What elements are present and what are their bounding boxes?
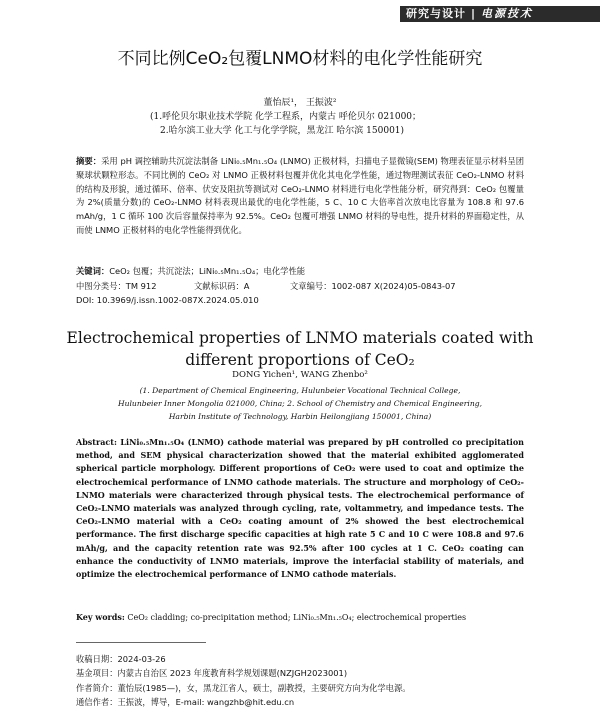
affiliation-en-line-3: Harbin Institute of Technology, Harbin Heilongjiang 150001, China) [168,412,432,421]
keywords-en-label: Key words: [76,612,125,622]
authors-cn: 董怡辰¹， 王振波² [263,98,337,108]
funding: 基金项目：内蒙古自治区 2023 年度教育科学规划课题(NZJGH2023001) [76,668,348,679]
abstract-en-text: LiNi₀.₅Mn₁.₅O₄ (LNMO) cathode material was prepared by pH controlled co precipitation method, and SEM physical characterization showed that the material exhibited agglomerated spherical particle morphology. Different proportions of CeO₂ were used to coat and optimize the electrochemical performance of LNMO cathode materials. The structure and morphology of CeO₂-LNMO materials were characterized through physical tests. The electrochemical performance of CeO₂-LNMO materials was analyzed through cycling, rate, voltammetry, and impedance tests. The CeO₂-LNMO material with a CeO₂ coating amount of 2% showed the best electrochemical performance. The first discharge specific capacities at high rate 5 C and 10 C were 108.8 and 97.6 mAh/g, and the capacity retention rate was 92.5% after 100 cycles at 1 C. CeO₂ coating can enhance the conductivity of LNMO materials, improve the interfacial stability of materials, and optimize the electrochemical performance of LNMO cathode materials. [76,437,524,580]
journal-banner [400,6,600,22]
affiliations-cn [150,110,470,138]
abstract-en [76,436,524,581]
authors-en: DONG Yichen¹, WANG Zhenbo² [232,370,368,380]
affiliation-cn-1: (1.呼伦贝尔职业技术学院 化学工程系，内蒙古 呼伦贝尔 021000； [150,112,422,122]
keywords-cn [76,265,524,277]
paper-title-cn: 不同比例CeO₂包覆LNMO材料的电化学性能研究 [117,49,483,69]
author-bio: 作者简介：董怡辰(1985—)，女，黑龙江省人，硕士，副教授，主要研究方向为化学电源。 [76,682,411,693]
keywords-en-text: CeO₂ cladding; co-precipitation method; LiNi₀.₅Mn₁.₅O₄; electrochemical properties [124,613,467,622]
abstract-cn [76,155,524,238]
clc-number: 中图分类号：TM 912 [76,281,157,291]
keywords-cn-label: 关键词： [76,266,110,276]
keywords-en [76,612,524,622]
received-date: 收稿日期：2024-03-26 [76,654,166,664]
abstract-en-label: Abstract: [76,437,117,447]
abstract-cn-label: 摘要： [76,156,102,166]
document-code: 文献标识码：A [194,281,250,291]
corresponding-author: 通信作者：王振波，博导，E-mail: wangzhb@hit.edu.cn [76,696,295,707]
classification-line [76,280,524,292]
abstract-cn-text: 采用 pH 调控辅助共沉淀法制备 LiNi₀.₅Mn₁.₅O₄ (LNMO) 正极材料，扫描电子显微镜(SEM) 物理表征显示材料呈团聚球状颗粒形态。不同比例的 CeO₂ 对 LNMO 正极材料包覆并优化其电化学性能，通过物理测试表征 CeO₂-LNMO 材料的结构及形貌，通过循环、倍率、伏安及阻抗等测试对 CeO₂-LNMO 材料进行电化学性能分析，研究得到：CeO₂ 包覆量为 2%(质量分数)的 CeO₂-LNMO 材料表现出最优的电化学性能，5 C、10 C 大倍率首次放电比容量为 108.8 和 97.6 mAh/g，1 C 循环 100 次后容量保持率为 92.5%。CeO₂ 包覆可增强 LNMO 材料的导电性，提升材料的界面稳定性，从而使 LNMO 正极材料的电化学性能得到优化。 [76,156,524,235]
affiliation-cn-2: 2.哈尔滨工业大学 化工与化学学院，黑龙江 哈尔滨 150001) [160,126,405,136]
banner-journal-name: 电源技术 [481,7,534,20]
affiliations-en [100,384,500,423]
footnotes [76,652,536,709]
doi: DOI: 10.3969/j.issn.1002-087X.2024.05.010 [76,295,259,305]
footnote-divider [76,642,206,643]
article-number: 文章编号：1002-087 X(2024)05-0843-07 [290,281,456,291]
affiliation-en-line-2: Hulunbeier Inner Mongolia 021000, China; 2. School of Chemistry and Chemical Engineering, [117,399,483,408]
affiliation-en-line-1: (1. Department of Chemical Engineering, Hulunbeier Vocational Technical College, [139,386,461,395]
keywords-cn-text: CeO₂ 包覆；共沉淀法；LiNi₀.₅Mn₁.₅O₄；电化学性能 [109,266,306,276]
banner-divider: | [471,7,477,20]
paper-title-en: Electrochemical properties of LNMO materials coated with different proportions of CeO₂ [66,329,534,369]
banner-section-label: 研究与设计 [406,7,466,20]
